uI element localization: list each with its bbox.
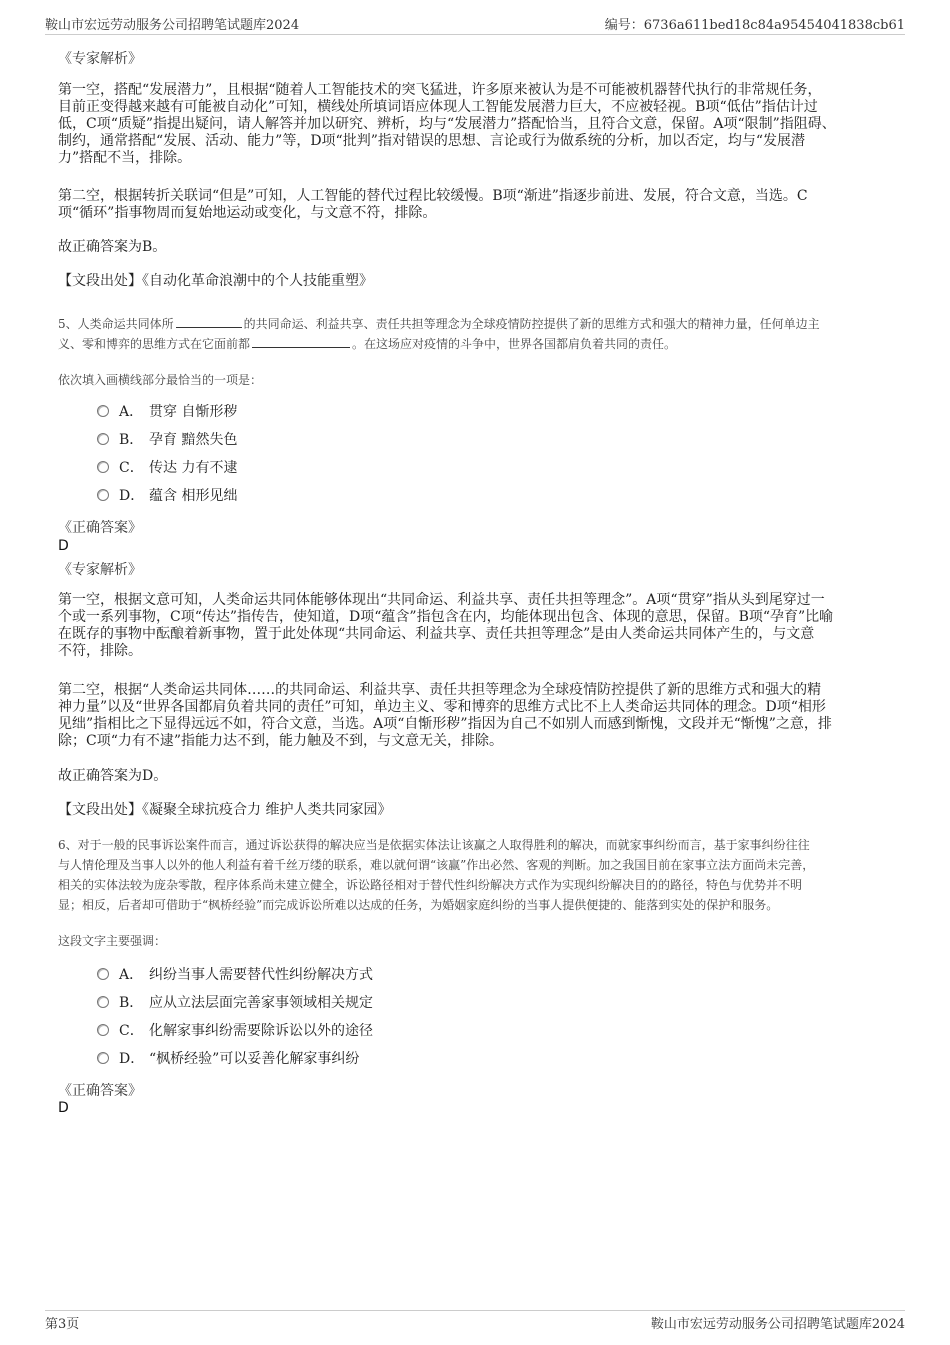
option-a[interactable]: A． 贯穿 自惭形秽 xyxy=(97,401,237,423)
question-6-options xyxy=(97,964,373,1070)
question-5-options xyxy=(97,401,237,507)
conclusion-q5: 故正确答案为D。 xyxy=(58,768,168,784)
analysis-paragraph-q5-1: 第一空，根据文意可知，人类命运共同体能够体现出“共同命运、利益共享、责任共担等理念”。A项“贯穿”指从头到尾穿过一 个或一系列事物，C项“传达”指传告，使知道，D项“蕴含”指包含在内，均能体现出包含、体现的意思，保留。B项“孕育”比喻 在既存的事物中酝酿着新事物，置于此处体现“共同命运、利益共享、责任共担等理念”是由人类命运共同体产生的，与文意 不符，排除。 xyxy=(58,592,834,659)
header-serial-number: 编号：6736a611bed18c84a95454041838cb61 xyxy=(604,18,905,33)
answer-q6: D xyxy=(58,1100,69,1116)
analysis-label-prev: 《专家解析》 xyxy=(58,51,142,67)
option-a[interactable]: A． 纠纷当事人需要替代性纠纷解决方式 xyxy=(97,964,373,986)
option-d[interactable]: D． 蕴含 相形见绌 xyxy=(97,485,237,507)
radio-icon[interactable] xyxy=(97,1024,109,1036)
radio-icon[interactable] xyxy=(97,461,109,473)
option-c[interactable]: C． 化解家事纠纷需要除诉讼以外的途径 xyxy=(97,1020,373,1042)
radio-icon[interactable] xyxy=(97,996,109,1008)
analysis-label-q5: 《专家解析》 xyxy=(58,562,142,578)
question-6-prompt: 这段文字主要强调： xyxy=(58,934,167,948)
radio-icon[interactable] xyxy=(97,1052,109,1064)
radio-icon[interactable] xyxy=(97,968,109,980)
option-d[interactable]: D． “枫桥经验”可以妥善化解家事纠纷 xyxy=(97,1048,373,1070)
header-title: 鞍山市宏远劳动服务公司招聘笔试题库2024 xyxy=(45,18,300,33)
radio-icon[interactable] xyxy=(97,489,109,501)
analysis-paragraph-prev-1: 第一空，搭配“发展潜力”，且根据“随着人工智能技术的突飞猛进，许多原来被认为是不可能被机器替代执行的非常规任务， 目前正变得越来越有可能被自动化”可知，横线处所填词语应体现人工智能发展潜力巨大，不应被轻视。B项“低估”指估计过 低，C项“质疑”指提出疑问，请人解答并加以研究、辨析，均与“发展潜力”搭配恰当，且符合文意，保留。A项“限制”指阻碍、 制约，通常搭配“发展、活动、能力”等，D项“批判”指对错误的思想、言论或行为做系统的分析，加以否定，均与“发展潜 力”搭配不当，排除。 xyxy=(58,82,836,166)
radio-icon[interactable] xyxy=(97,405,109,417)
page-number: 第3页 xyxy=(45,1317,80,1332)
source-q5: 【文段出处】《凝聚全球抗疫合力 维护人类共同家园》 xyxy=(58,802,392,818)
answer-label-q6: 《正确答案》 xyxy=(58,1083,142,1099)
analysis-paragraph-q5-2: 第二空，根据“人类命运共同体……的共同命运、利益共享、责任共担等理念为全球疫情防控提供了新的思维方式和强大的精 神力量”以及“世界各国都肩负着共同的责任”可知，单边主义、零和博弈的思维方式比不上人类命运共同体的理念。D项“相形 见绌”指相比之下显得远远不如，符合文意，当选。A项“自惭形秽”指因为自己不如别人而感到惭愧，文段并无“惭愧”之意，排 除；C项“力有不逮”指能力达不到，能力触及不到，与文意无关，排除。 xyxy=(58,682,832,749)
option-b[interactable]: B． 应从立法层面完善家事领域相关规定 xyxy=(97,992,373,1014)
blank-2 xyxy=(252,335,350,348)
page-header xyxy=(45,14,905,34)
header-divider xyxy=(45,34,905,35)
radio-icon[interactable] xyxy=(97,433,109,445)
blank-1 xyxy=(176,315,242,328)
footer-divider xyxy=(45,1310,905,1311)
footer-title: 鞍山市宏远劳动服务公司招聘笔试题库2024 xyxy=(650,1317,905,1332)
option-b[interactable]: B． 孕育 黯然失色 xyxy=(97,429,237,451)
option-c[interactable]: C． 传达 力有不逮 xyxy=(97,457,237,479)
question-5-stem: 5、人类命运共同体所 的共同命运、利益共享、责任共担等理念为全球疫情防控提供了新的思维方式和强大的精神力量，任何单边主 义、零和博弈的思维方式在它面前都 。在这场应对疫情的斗争中，世界各国都肩负着共同的责任。 xyxy=(58,317,820,351)
question-5-prompt: 依次填入画横线部分最恰当的一项是： xyxy=(58,373,263,387)
conclusion-prev: 故正确答案为B。 xyxy=(58,239,167,255)
question-6-stem: 6、对于一般的民事诉讼案件而言，通过诉讼获得的解决应当是依据实体法让该赢之人取得胜利的解决，而就家事纠纷而言，基于家事纠纷往往 与人情伦理及当事人以外的他人利益有着千丝万缕的联系，难以就何谓“该赢”作出必然、客观的判断。加之我国目前在家事立法方面尚未完善， 相关的实体法较为庞杂零散，程序体系尚未建立健全，诉讼路径相对于替代性纠纷解决方式作为实现纠纷解决目的的路径，特色与优势并不明 显；相反，后者却可借助于“枫桥经验”而完成诉讼所难以达成的任务，为婚姻家庭纠纷的当事人提供便捷的、能落到实处的保护和服务。 xyxy=(58,838,815,912)
analysis-paragraph-prev-2: 第二空，根据转折关联词“但是”可知，人工智能的替代过程比较缓慢。B项“渐进”指逐步前进、发展，符合文意，当选。C 项“循环”指事物周而复始地运动或变化，与文意不符，排除。 xyxy=(58,188,808,221)
answer-label-q5: 《正确答案》 xyxy=(58,520,142,536)
answer-q5: D xyxy=(58,538,69,554)
source-prev: 【文段出处】《自动化革命浪潮中的个人技能重塑》 xyxy=(58,273,373,289)
